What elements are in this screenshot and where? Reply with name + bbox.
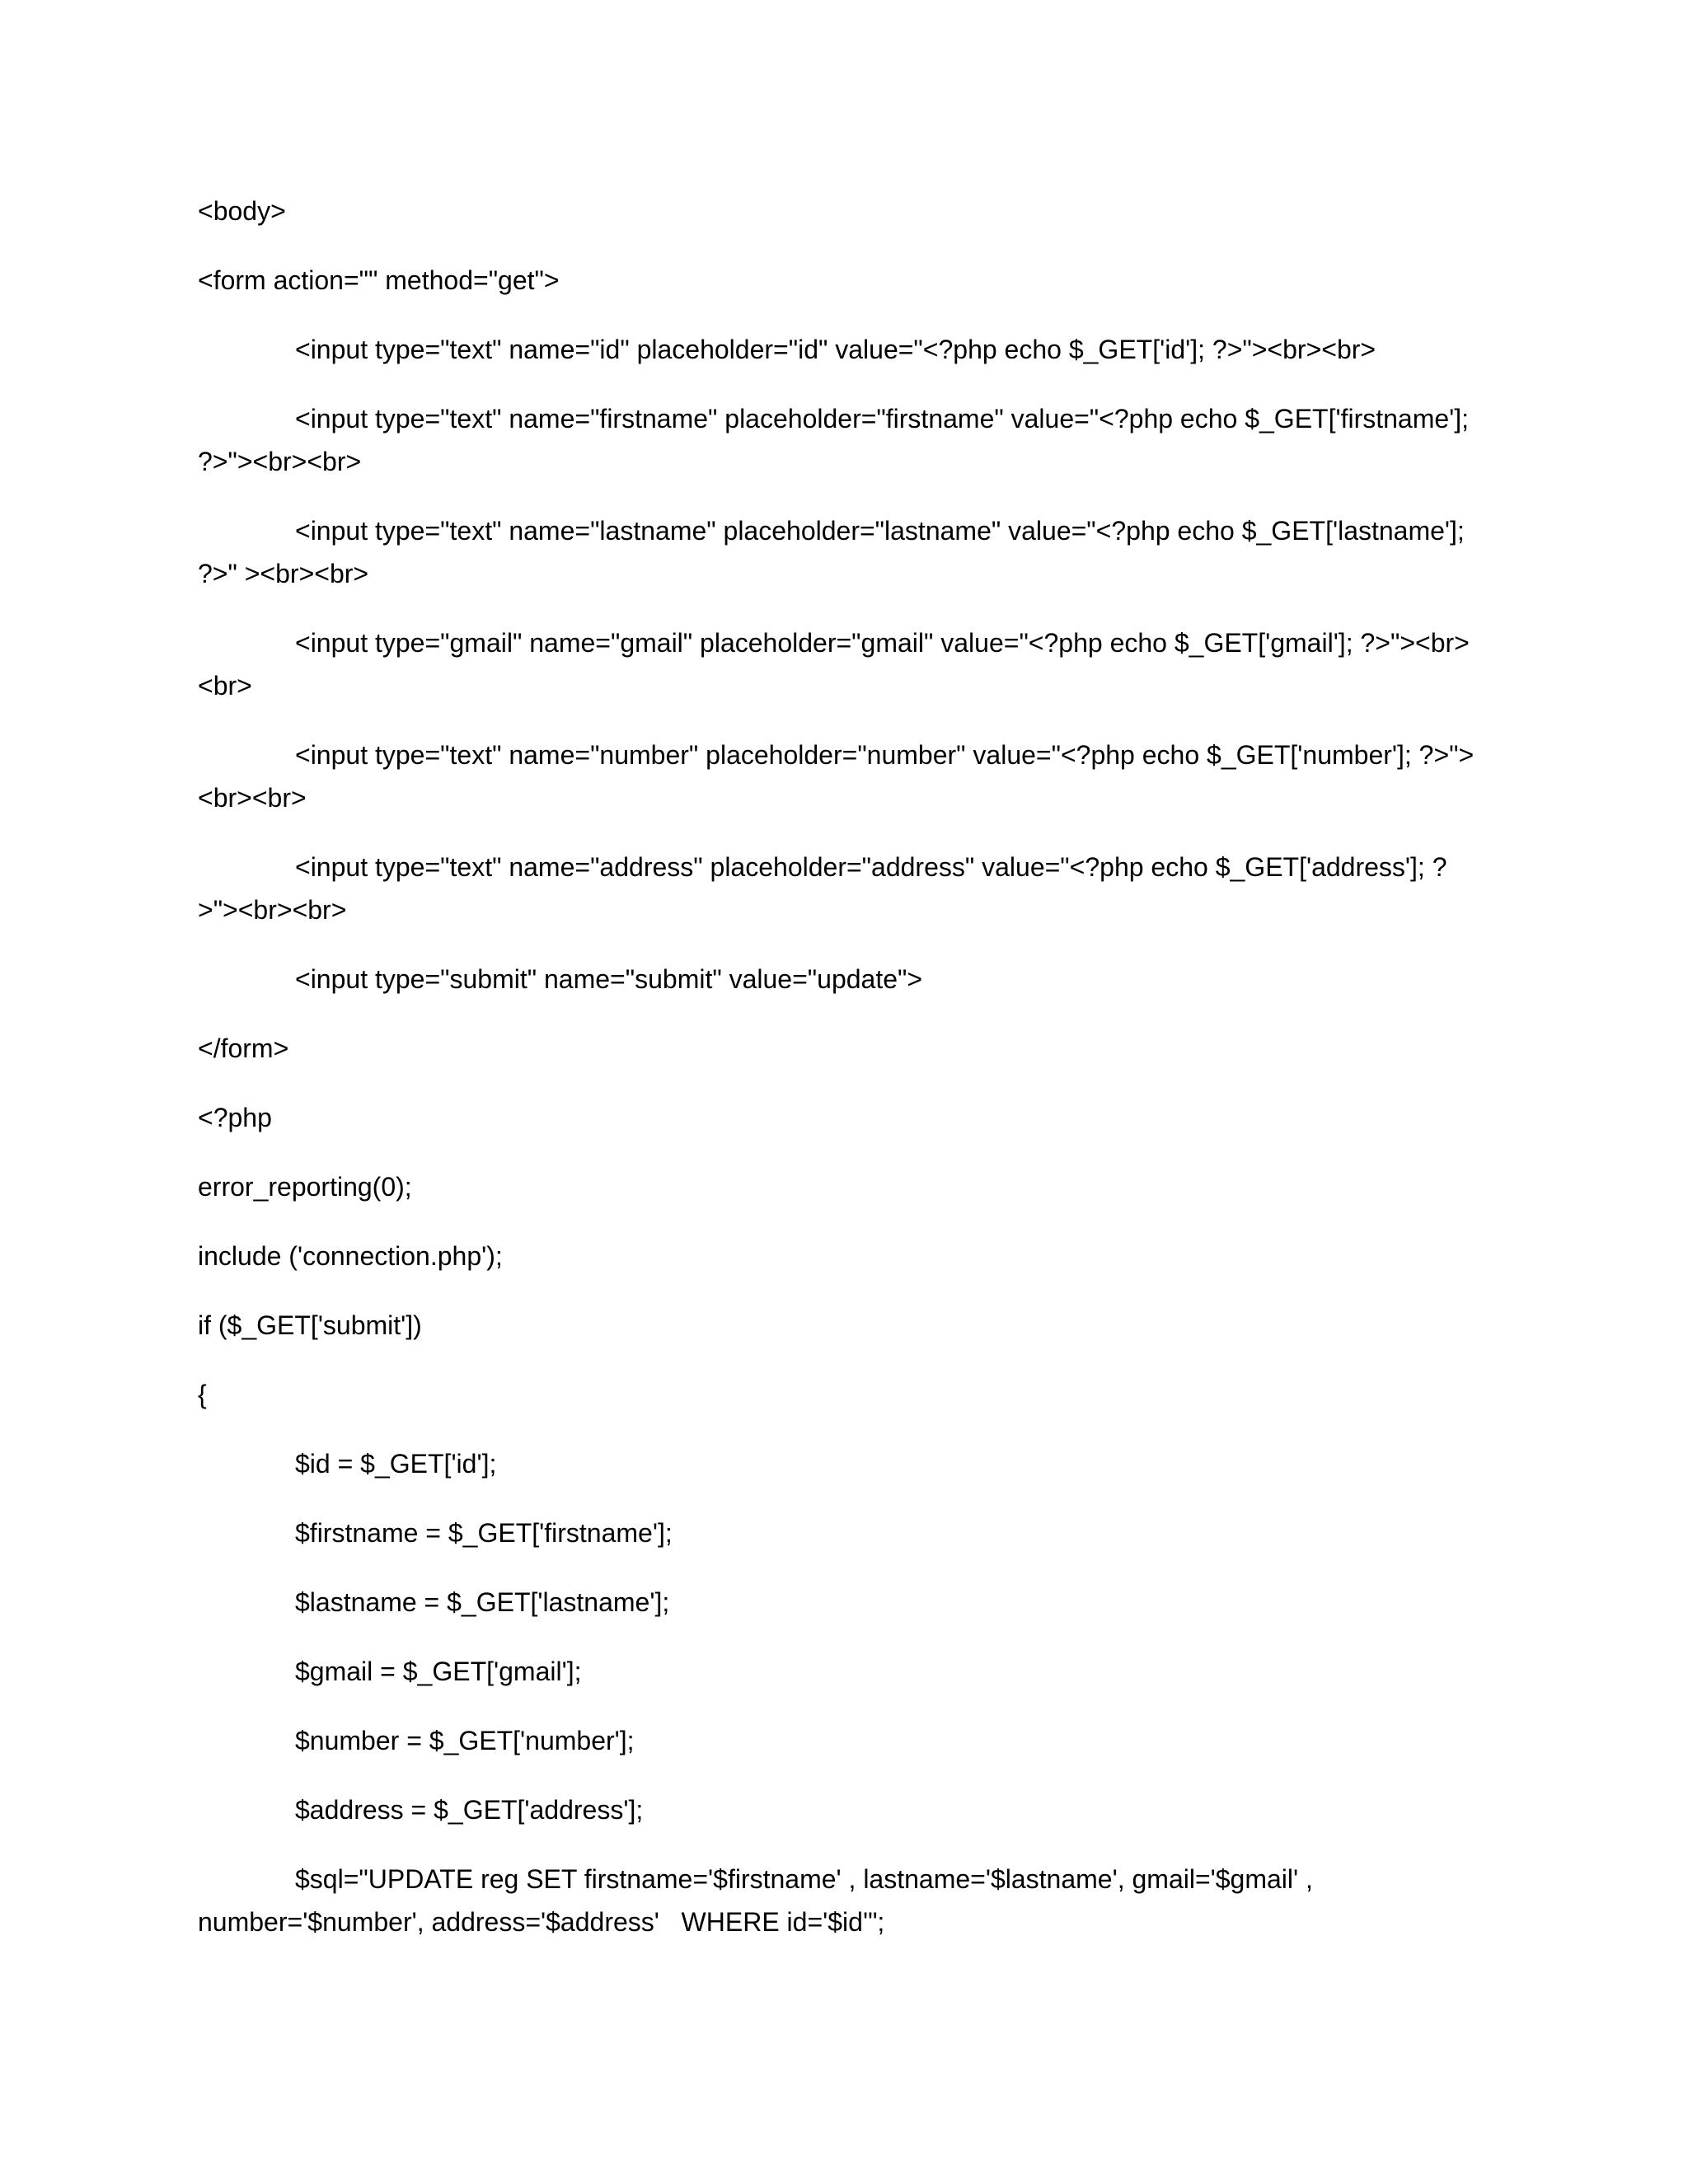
code-line: <input type="text" name="id" placeholder="id" value="<?php echo $_GET['id']; ?>"><br><br> (295, 335, 1376, 364)
code-line: $firstname = $_GET['firstname']; (295, 1518, 673, 1548)
code-line: { (198, 1380, 207, 1409)
code-line: $id = $_GET['id']; (295, 1449, 497, 1479)
code-line: <input type="submit" name="submit" value="update"> (295, 964, 923, 994)
code-line: <body> (198, 196, 286, 226)
code-line: <input type="text" name="firstname" placeholder="firstname" value="<?php echo $_GET['firstname']; ?>"><br><br> (198, 404, 1476, 476)
code-line: <input type="text" name="lastname" placeholder="lastname" value="<?php echo $_GET['lastname']; ?>" ><br><br> (198, 516, 1472, 588)
code-line: <?php (198, 1103, 272, 1132)
code-line: $sql="UPDATE reg SET firstname='$firstname' , lastname='$lastname', gmail='$gmail' , number='$number', address='$address' WHERE id='$id'"; (198, 1864, 1320, 1937)
code-line: $lastname = $_GET['lastname']; (295, 1587, 670, 1617)
code-line: </form> (198, 1033, 289, 1063)
code-line: <input type="text" name="number" placeholder="number" value="<?php echo $_GET['number']; ?>"><br><br> (198, 740, 1475, 813)
code-line: if ($_GET['submit']) (198, 1310, 422, 1340)
code-line: <input type="text" name="address" placeholder="address" value="<?php echo $_GET['address']; ?>"><br><br> (198, 852, 1447, 925)
code-line: $address = $_GET['address']; (295, 1795, 644, 1825)
code-line: error_reporting(0); (198, 1172, 412, 1202)
code-line: $gmail = $_GET['gmail']; (295, 1657, 582, 1686)
code-line: $number = $_GET['number']; (295, 1726, 635, 1755)
code-listing (198, 190, 1484, 1970)
code-line: <form action="" method="get"> (198, 265, 560, 295)
code-line: include ('connection.php'); (198, 1241, 503, 1271)
code-line: <input type="gmail" name="gmail" placeholder="gmail" value="<?php echo $_GET['gmail']; ?>"><br><br> (198, 628, 1470, 701)
